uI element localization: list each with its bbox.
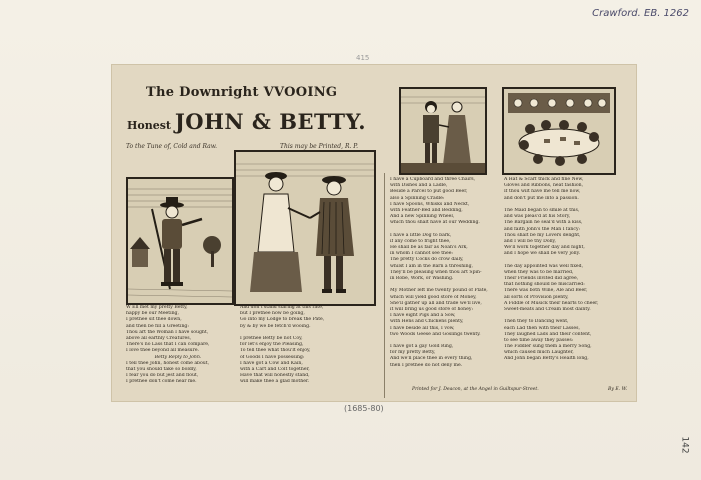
verse-line: which will yield good store of Money, <box>390 294 477 300</box>
verse-line: for my pretty Betty, <box>390 350 436 356</box>
verse-line: And we'll place thee in every thing, <box>390 356 473 362</box>
verse-line: W Ell met my pretty Betty, <box>126 305 188 310</box>
verse-line: I have a little Dog to bark, <box>390 232 452 238</box>
verse-line: above all earthly Creatures, <box>126 335 192 341</box>
woodcut-courting-illustration <box>401 89 485 173</box>
verse-line: A Fiddle of Musick their hearts to cheer, <box>504 300 599 306</box>
verse-line: If thou wilt have me tell me now, <box>504 189 581 195</box>
verse-line: in Robe, Work, or Washing. <box>390 276 454 281</box>
verse-line: I fear you do but jest and flout, <box>126 373 199 379</box>
verse-line: They'll be pleasing when thou art Spin- <box>390 269 482 275</box>
verse-column-2 <box>240 305 376 385</box>
verse-line: I tell thee John, honest come about, <box>126 360 210 366</box>
verse-line: I prethee Betty be not Coy, <box>240 335 303 341</box>
verse-line: that you should take so boldly, <box>126 366 197 372</box>
verse-column-4 <box>504 177 624 363</box>
verse-line: happy be our Meeting, <box>126 311 179 317</box>
verse-line: all sorts of Provision plenty, <box>504 294 569 300</box>
page-number: 142 <box>679 436 690 454</box>
verse-line: also a Spinning Cradle: <box>390 195 445 201</box>
verse-line: each Lad then with their Lasses, <box>504 325 580 331</box>
woodcut-wedding-feast <box>502 87 616 175</box>
verse-line: I prethee don't come near me. <box>126 379 197 385</box>
verse-line: and don't put me into a passion. <box>504 195 579 201</box>
woodcut-couple-illustration <box>236 152 374 304</box>
verse-line: And a new Spinning Wheel, <box>390 214 455 220</box>
verse-line: to see time away they passes: <box>504 337 574 343</box>
verse-line: when they was to be married, <box>504 269 574 275</box>
verse-line: The pretty Cocks do crow daily, <box>390 257 464 263</box>
verse-line: Go into my Lodge to break the Pate, <box>240 317 325 323</box>
verse-line: The Bargain he seal'd with a kiss, <box>504 220 583 226</box>
verse-line: I have got a Cow and Kain, <box>240 360 303 366</box>
verse-line: Their Friends invited did agree, <box>504 276 579 281</box>
verse-line: which caused much Laughter, <box>504 350 574 356</box>
woodcut-man-with-staff <box>126 177 234 305</box>
verse-line: Thou shalt be my Lovers delight, <box>504 232 581 238</box>
verse-line: with Dishes and a Ladle, <box>390 183 448 189</box>
verse-line: for let's enjoy the Pleasing, <box>240 342 304 348</box>
verse-line: A Hat & Scarf thick and fine New, <box>504 177 584 182</box>
verse-line: She'll gather up all and trade we'll live, <box>390 300 482 306</box>
verse-line: Then they to Dancing went, <box>504 319 569 325</box>
verse-line: by & by we be fetch'd wooing. <box>240 323 311 329</box>
verse-line: and was pleas'd at his Story, <box>504 214 571 220</box>
verse-line: two Woods Geese and Goslings twenty. <box>390 331 481 337</box>
tune-line: To the Tune of, Cold and Raw. <box>126 143 218 150</box>
licence-line: This may be Printed, R. P. <box>280 143 358 150</box>
title-main-names: JOHN & BETTY. <box>174 109 367 134</box>
verse-line: He shall be as fair as Noah's Ark, <box>390 245 468 251</box>
pencil-note-top: 415 <box>356 54 370 62</box>
verse-line: I prethee sit thee down, <box>126 317 182 323</box>
verse-line: it will bring us good store of honey: <box>390 306 474 312</box>
verse-line: Sweet-meats and Cream most dainty. <box>504 306 591 312</box>
verse-line: and faith John's the Man I fancy: <box>504 226 581 232</box>
verse-line: then I prethee do not deny me. <box>390 362 463 368</box>
ballad-sheet <box>112 65 636 401</box>
verse-line: whilst I am in the Barn a threshing, <box>390 263 473 269</box>
column-divider <box>384 173 385 398</box>
verse-line: but I prethee now be going, <box>240 311 305 317</box>
verse-line: Gloves and Ribbons, neat fashion, <box>504 183 584 189</box>
verse-line: and I hope we shall be very jolly. <box>504 251 581 257</box>
verse-line: that nothing should be miscarried: <box>504 282 585 288</box>
verse-line: and then be fill a Greeting: <box>126 323 189 329</box>
verse-line: The Maid began to smile at this, <box>504 207 580 213</box>
verse-line: with a Cart and Colt together, <box>240 366 310 372</box>
woodcut-man-illustration <box>128 179 232 303</box>
shelfmark-annotation: Crawford. EB. 1262 <box>592 8 689 19</box>
verse-line: And John began Betty's Health long, <box>504 356 589 362</box>
verse-line: The Fiddler sung them a merry Song, <box>504 344 592 350</box>
pencil-note-bottom: (1685-80) <box>344 404 384 413</box>
verse-line: And don't stand staring at this rate, <box>240 305 324 310</box>
ballad-title-line2 <box>127 109 366 134</box>
verse-line: I have got a gay Gold Ring, <box>390 344 454 350</box>
verse-line: which thou shalt have at our Wedding. <box>390 220 480 226</box>
verse-line: with Feather-Bed and Bedding, <box>390 207 463 213</box>
verse-line: My Mother left me twenty pound of Plate, <box>390 288 488 294</box>
verse-line: I have Spoons, Whisks and Neckt, <box>390 201 470 207</box>
ballad-title-line1: The Downright VVOOING <box>146 85 338 100</box>
verse-line: and I will be thy Dolly, <box>504 238 556 244</box>
verse-line: To tell thee what thou'lt enjoy, <box>240 348 311 354</box>
verse-line: I have eight Pigs and a Sow, <box>390 313 456 319</box>
verse-line: The day appointed was well fixed, <box>504 263 584 269</box>
verse-line: of Goods I have possessing: <box>240 354 305 360</box>
verse-line: I love thee beyond all measure. <box>126 348 200 354</box>
verse-line: Beside a Parcel to put good Beer, <box>390 189 468 195</box>
verse-line: if any come to fright thee, <box>390 238 451 244</box>
woodcut-couple <box>234 150 376 306</box>
woodcut-feast-illustration <box>504 89 614 173</box>
verse-line: I have beside all this, I vow, <box>390 325 455 331</box>
verse-line: with Hens and Chickens plenty, <box>390 319 464 325</box>
verse-line: will make thee a glad mother. <box>240 379 310 385</box>
verse-line: Have that will honestly stand, <box>240 373 310 379</box>
verse-line: I have a Cupboard and three Chairs, <box>390 177 476 182</box>
title-small-word: Honest <box>127 119 171 132</box>
author-initials: By E. W. <box>608 387 628 392</box>
verse-line: in whom I cannot see thee: <box>390 251 453 257</box>
verse-line: There's no Lass that I can compare, <box>126 342 210 348</box>
verse-column-1 <box>126 305 230 385</box>
woodcut-courting-couple <box>399 87 487 175</box>
verse-line: There was both Wine, Ale and Beer, <box>504 288 588 294</box>
verse-line: We'll work together day and night, <box>504 245 585 251</box>
verse-column-3 <box>390 177 494 369</box>
verse-heading: Betty Reply to John. <box>154 354 202 360</box>
verse-line: Thou art the Woman I have sought, <box>126 329 209 335</box>
printer-colophon: Printed for J. Deacon, at the Angel in Guiltspur-Street. <box>412 387 539 392</box>
verse-line: They laughed Lads and their content, <box>504 331 592 337</box>
